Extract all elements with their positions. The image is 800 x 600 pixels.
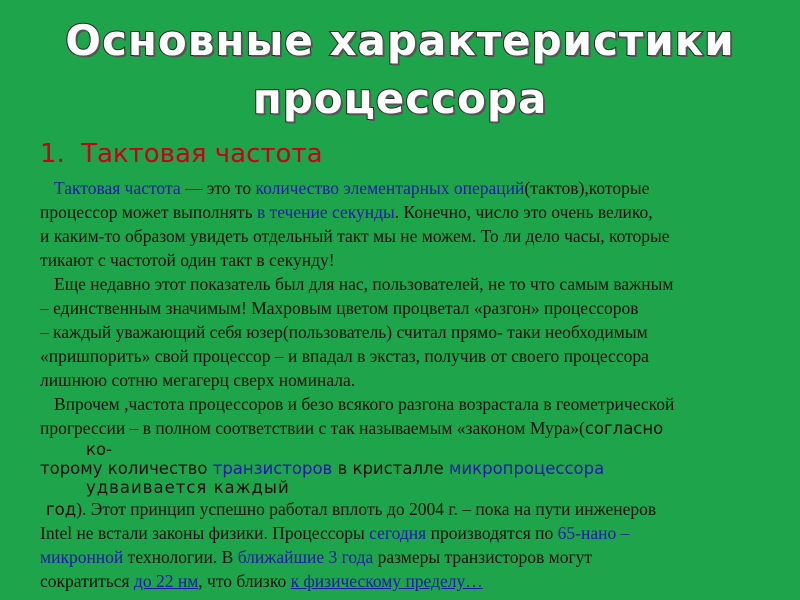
link-micron[interactable]: микронной	[40, 547, 124, 567]
link-clock-frequency[interactable]: Тактовая частота	[54, 178, 181, 198]
paragraph-2-line-5: лишнюю сотню мегагерц сверх номинала.	[40, 370, 356, 390]
link-physical-limit[interactable]: к физическому пределу…	[290, 571, 483, 591]
paragraph-3-line-6	[40, 497, 775, 521]
link-nearest-3-years[interactable]: ближайшие 3 года	[237, 547, 374, 567]
link-today[interactable]: сегодня	[369, 523, 427, 543]
text-fragment: ). Этот принцип успешно работал вплоть до 2004 г. – пока на пути инженеров	[76, 499, 657, 519]
paragraph-3-line-8	[40, 545, 775, 569]
text-fragment: торому количество	[40, 459, 213, 478]
text-fragment: — это то	[180, 178, 256, 198]
link-22-nm[interactable]: до 22 нм	[133, 571, 199, 591]
text-fragment: производятся по	[426, 523, 558, 543]
text-fragment: согласно	[584, 419, 664, 438]
slide-title	[0, 12, 800, 128]
paragraph-3-line-4	[40, 459, 775, 478]
slide-body	[40, 176, 775, 593]
paragraph-3-line-5: удваивается каждый	[86, 478, 290, 497]
paragraph-3-line-7	[40, 521, 775, 545]
text-fragment: процессор может выполнять	[40, 202, 257, 222]
text-fragment: в кристалле	[332, 459, 449, 478]
paragraph-3-line-1: Впрочем ,частота процессоров и безо всякого разгона возрастала в геометрической	[54, 394, 675, 414]
link-65-nano[interactable]: 65-нано –	[557, 523, 630, 543]
slide-title-line-1: Основные характеристики	[65, 16, 735, 65]
paragraph-2-line-1: Еще недавно этот показатель был для нас, пользователей, не то что самым важным	[54, 274, 674, 294]
paragraph-3-line-2	[40, 416, 775, 440]
slide-title-line-2: процессора	[252, 74, 548, 123]
text-fragment: сократиться	[40, 571, 134, 591]
text-fragment: технологии. В	[123, 547, 238, 567]
link-per-second[interactable]: в течение секунды	[256, 202, 395, 222]
paragraph-2-line-4: «пришпорить» свой процессор – и впадал в экстаз, получив от своего процессора	[40, 346, 649, 366]
link-microprocessor[interactable]: микропроцессора	[448, 459, 605, 478]
paragraph-3-line-9	[40, 569, 775, 593]
paragraph-2-line-3: – каждый уважающий себя юзер(пользователь) считал прямо- таки необходимым	[40, 322, 648, 342]
paragraph-1-line-2	[40, 200, 775, 224]
text-fragment: прогрессии – в полном соответствии с так называемым «законом Мура»(	[40, 418, 585, 438]
text-fragment: размеры транзисторов могут	[373, 547, 593, 567]
section-heading-text: Тактовая частота	[81, 139, 323, 169]
paragraph-2-line-2: – единственным значимым! Махровым цветом процветал «разгон» процессоров	[40, 298, 639, 318]
paragraph-1-line-4: тикают с частотой один такт в секунду!	[40, 250, 335, 270]
section-heading	[40, 139, 323, 169]
link-transistors[interactable]: транзисторов	[212, 459, 333, 478]
paragraph-1-line-3: и каким-то образом увидеть отдельный такт мы не можем. То ли дело часы, которые	[40, 226, 670, 246]
text-fragment: Intel не встали законы физики. Процессоры	[40, 523, 370, 543]
paragraph-1-line-1	[40, 176, 775, 200]
link-elementary-operations[interactable]: количество элементарных операций	[255, 178, 525, 198]
text-fragment: год	[46, 500, 77, 519]
paragraph-3-line-3: ко-	[86, 440, 113, 459]
section-number: 1.	[40, 139, 65, 169]
text-fragment: . Конечно, число это очень велико,	[394, 202, 653, 222]
text-fragment: , что близко	[198, 571, 291, 591]
text-fragment: (тактов),которые	[524, 178, 650, 198]
